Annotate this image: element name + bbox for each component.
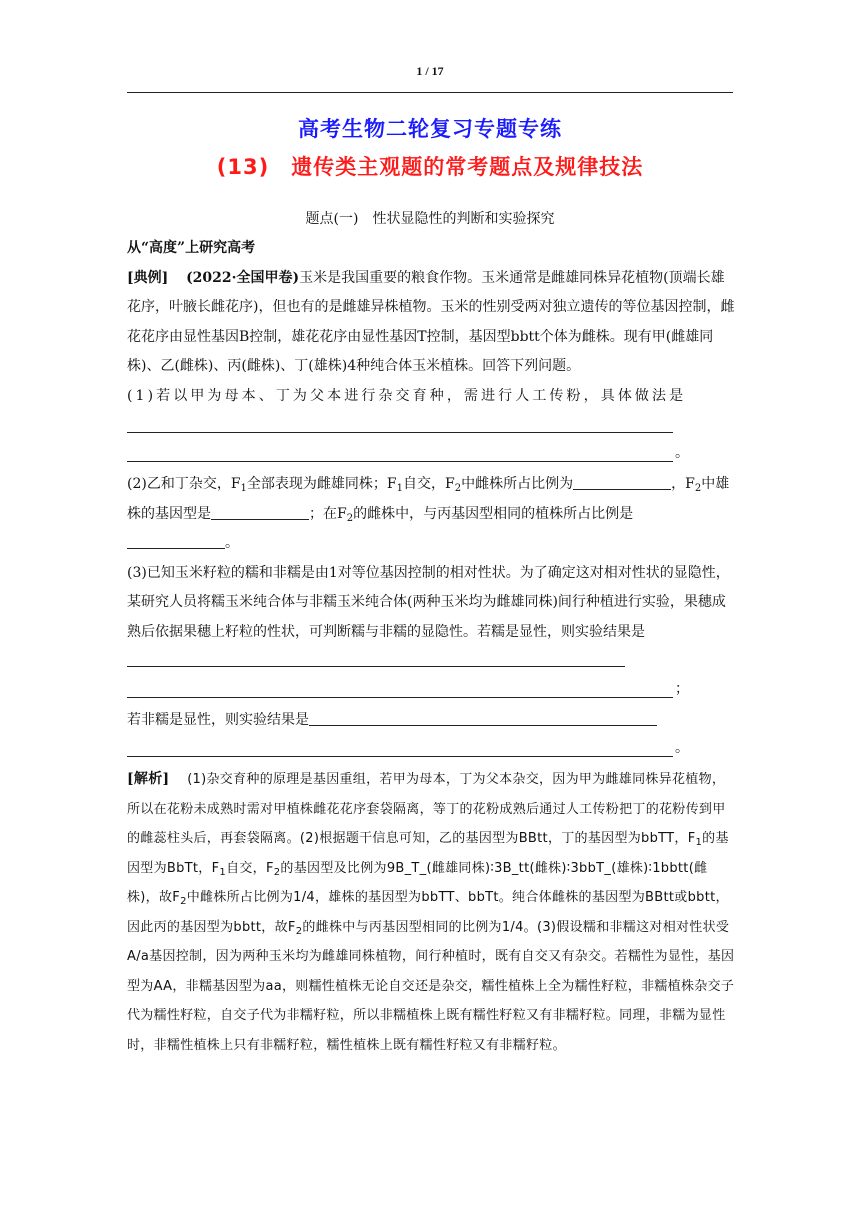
- analysis-text: (1)杂交育种的原理是基因重组，若甲为母本，丁为父本杂交，因为甲为雌雄同株异花植物，所以在花粉未成熟时需对甲植株雌花花序套袋隔离，等丁的花粉成熟后通过人工传粉把丁的花粉传到甲的雌蕊柱头后，再套袋隔离。(2)根据题干信息可知，乙的基因型为BBtt，丁的基因型为bbTT，F: [127, 772, 726, 846]
- subscript: 1: [240, 483, 247, 494]
- answer-blank[interactable]: [127, 650, 625, 667]
- analysis-text: 自交，F: [226, 860, 274, 876]
- analysis-text: 的雌株中与丙基因型相同的比例为1/4。(3)假设糯和非糯这对相对性状受A/a基因控制，因为两种玉米均为雌雄同株植物，间行种植时，既有自交又有杂交。若糯性为显性，基因型为AA，非糯基因型为aa，则糯性植株无论自交还是杂交，糯性植株上全为糯性籽粒，非糯植株杂交子代为糯性籽粒，自交子代为非糯籽粒，所以非糯植株上既有糯性籽粒又有非糯籽粒。同理，非糯为显性时，非糯性植株上只有非糯籽粒，糯性植株上既有糯性籽粒又有非糯籽粒。: [127, 919, 735, 1053]
- analysis-text: 的基因型及比例为9B_T_(雌雄同株)∶3B_tt(雌株)∶3bbT_(雄株)∶1bbtt(雌株)，故F: [127, 860, 708, 905]
- section-heading: 从“高度”上研究高考: [127, 240, 256, 256]
- document-body: [127, 234, 737, 1060]
- q2-text: (2)乙和丁杂交，F: [127, 476, 241, 492]
- doc-subtitle: (13) 遗传类主观题的常考题点及规律技法: [216, 155, 644, 179]
- answer-blank-line[interactable]: [127, 736, 737, 766]
- subscript: 2: [180, 896, 187, 907]
- subscript: 1: [396, 483, 404, 494]
- analysis-text: 的基因型为BbTt，F: [127, 831, 729, 876]
- subscript: 2: [273, 866, 281, 878]
- answer-blank[interactable]: [309, 709, 657, 726]
- answer-blank-line[interactable]: [127, 441, 737, 471]
- page-number: 1 / 17: [416, 64, 444, 78]
- question-3-text: (3)已知玉米籽粒的糯和非糯是由1对等位基因控制的相对性状。为了确定这对相对性状的显隐性，某研究人员将糯玉米纯合体与非糯玉米纯合体(两种玉米均为雌雄同株)间行种植进行实验，果穗成熟后依据果穗上籽粒的性状，可判断糯与非糯的显隐性。若糯是显性，则实验结果是: [127, 564, 730, 640]
- example-source-name: 全国甲卷: [236, 269, 293, 286]
- period: 。: [675, 444, 689, 461]
- example-paragraph: [127, 264, 737, 382]
- example-source-close: ): [292, 269, 300, 286]
- answer-blank-line[interactable]: [127, 411, 737, 441]
- analysis-text: 中雌株所占比例为1/4，雄株的基因型为bbTT、bbTt。纯合体雌株的基因型为BBtt或bbtt，因此丙的基因型为bbtt，故F: [127, 890, 729, 935]
- semicolon: ；: [675, 680, 689, 697]
- subscript: 2: [295, 925, 303, 937]
- example-source-open: (2022·: [186, 269, 237, 286]
- q2-text: ，F: [671, 476, 695, 492]
- answer-blank[interactable]: [211, 503, 309, 520]
- answer-blank-line[interactable]: [127, 677, 737, 707]
- doc-title: 高考生物二轮复习专题专练: [298, 117, 562, 141]
- question-3-second: [127, 706, 737, 736]
- example-intro: 玉米是我国重要的粮食作物。玉米通常是雌雄同株异花植物(顶端长雄花序，叶腋长雌花序)，但也有的是雌雄异株植物。玉米的性别受两对独立遗传的等位基因控制，雌花花序由显性基因B控制，雄花花序由显性基因T控制，基因型bbtt个体为雌株。现有甲(雌雄同株)、乙(雌株)、丙(雌株)、丁(雄株)4种纯合体玉米植株。回答下列问题。: [127, 269, 735, 374]
- subscript: 1: [219, 866, 227, 878]
- header-rule: [127, 92, 733, 93]
- question-3-second-text: 若非糯是显性，则实验结果是: [127, 712, 309, 728]
- question-1-text: (1)若以甲为母本、丁为父本进行杂交育种，需进行人工传粉，具体做法是: [127, 387, 687, 404]
- period: 。: [225, 535, 239, 551]
- analysis-paragraph: [127, 765, 737, 1060]
- q2-text: 的雌株中，与丙基因型相同的植株所占比例是: [353, 505, 634, 522]
- q2-text: 全部表现为雌雄同株；F: [246, 476, 397, 492]
- subscript: 2: [694, 483, 702, 494]
- answer-blank[interactable]: [127, 532, 225, 549]
- topic-heading: 题点(一) 性状显隐性的判断和实验探究: [305, 211, 555, 227]
- question-1: [127, 382, 737, 412]
- q2-text: 自交，F: [403, 476, 455, 492]
- example-tag: [典例]: [127, 269, 169, 286]
- question-3: [127, 559, 737, 677]
- answer-blank[interactable]: [573, 473, 671, 490]
- period: 。: [675, 739, 689, 756]
- q2-text: 中雄株的基因型是: [127, 476, 730, 522]
- question-2: [127, 470, 737, 559]
- subscript: 1: [695, 837, 703, 848]
- subscript: 2: [346, 512, 354, 524]
- subscript: 2: [454, 483, 462, 494]
- analysis-tag: [解析]: [127, 771, 170, 787]
- q2-text: ；在F: [309, 505, 347, 522]
- q2-text: 中雌株所占比例为: [461, 476, 574, 492]
